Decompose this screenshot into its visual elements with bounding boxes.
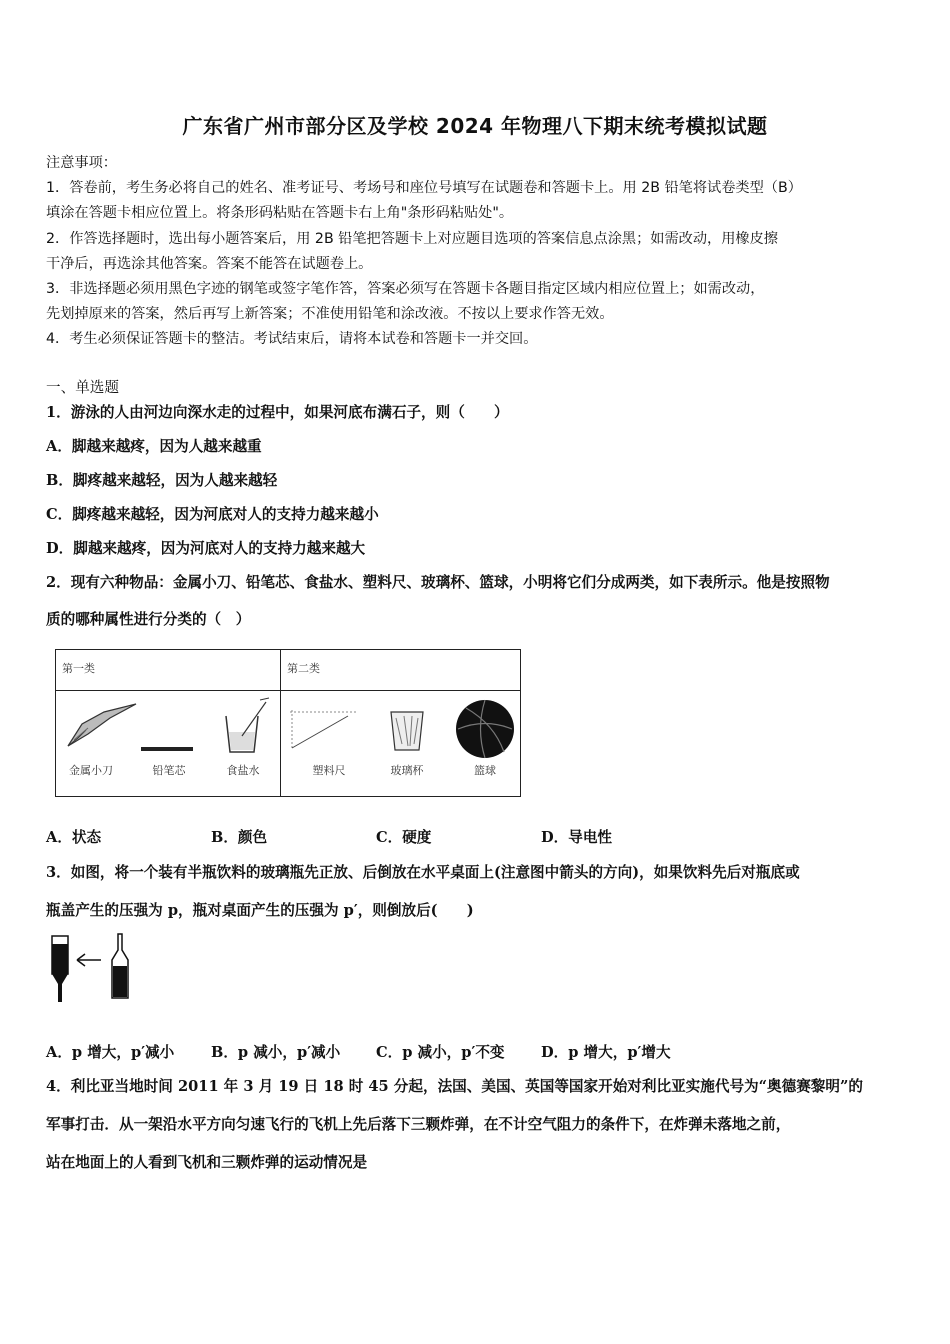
pencil-lead-icon — [140, 745, 196, 753]
group1-header: 第一类 — [62, 662, 95, 675]
q3-stem-line2: 瓶盖产生的压强为 p，瓶对桌面产生的压强为 p′，则倒放后( ) — [46, 902, 474, 919]
item-label: 篮球 — [474, 764, 496, 777]
notice-line: 2．作答选择题时，选出每小题答案后，用 2B 铅笔把答题卡上对应题目选项的答案信息点涂黑；如需改动，用橡皮擦 — [46, 231, 778, 247]
classification-table — [55, 649, 521, 797]
basketball-icon — [454, 698, 516, 760]
bottles-figure — [47, 932, 137, 1004]
q2-option-c: C．硬度 — [376, 829, 432, 846]
table-divider — [280, 650, 281, 796]
q3-stem-line1: 3．如图，将一个装有半瓶饮料的玻璃瓶先正放、后倒放在水平桌面上(注意图中箭头的方向)，如果饮料先后对瓶底或 — [46, 864, 800, 881]
item-label: 金属小刀 — [69, 764, 113, 777]
page-title: 广东省广州市部分区及学校 2024 年物理八下期末统考模拟试题 — [182, 114, 768, 138]
notice-line: 干净后，再选涂其他答案。答案不能答在试题卷上。 — [46, 256, 373, 272]
q1-option-d: D．脚越来越疼，因为河底对人的支持力越来越大 — [46, 540, 366, 557]
item-label: 食盐水 — [226, 764, 260, 777]
q2-stem-line1: 2．现有六种物品：金属小刀、铅笔芯、食盐水、塑料尺、玻璃杯、篮球，小明将它们分成两类，如下表所示。他是按照物 — [46, 574, 830, 591]
q2-stem-line2: 质的哪种属性进行分类的（ ） — [46, 611, 251, 628]
q4-line: 军事打击．从一架沿水平方向匀速飞行的飞机上先后落下三颗炸弹，在不计空气阻力的条件下，在炸弹未落地之前， — [46, 1116, 791, 1133]
item-label: 铅笔芯 — [152, 764, 186, 777]
notice-heading: 注意事项： — [46, 155, 117, 171]
q2-options — [46, 826, 906, 847]
q2-option-a: A．状态 — [46, 829, 102, 846]
notice-line: 填涂在答题卡相应位置上。将条形码粘贴在答题卡右上角"条形码粘贴处"。 — [46, 205, 514, 221]
notice-line: 先划掉原来的答案，然后再写上新答案；不准使用铅笔和涂改液。不按以上要求作答无效。 — [46, 306, 614, 322]
knife-icon — [64, 700, 140, 752]
section-heading: 一、单选题 — [46, 379, 119, 396]
q1-stem: 1．游泳的人由河边向深水走的过程中，如果河底布满石子，则（ ） — [46, 404, 509, 421]
glass-cup-icon — [388, 708, 426, 754]
q4-line: 站在地面上的人看到飞机和三颗炸弹的运动情况是 — [46, 1154, 368, 1171]
q3-option-c: C．p 减小，p′不变 — [376, 1044, 505, 1061]
notice-line: 4．考生必须保证答题卡的整洁。考试结束后，请将本试卷和答题卡一并交回。 — [46, 331, 538, 347]
q4-line: 4．利比亚当地时间 2011 年 3 月 19 日 18 时 45 分起，法国、美国、英国等国家开始对利比亚实施代号为“奥德赛黎明”的 — [46, 1078, 863, 1095]
item-label: 塑料尺 — [312, 764, 346, 777]
plastic-ruler-icon — [288, 708, 360, 752]
q1-option-c: C．脚疼越来越轻，因为河底对人的支持力越来越小 — [46, 506, 379, 523]
q2-option-d: D．导电性 — [541, 829, 613, 846]
q3-option-b: B．p 减小，p′减小 — [211, 1044, 341, 1061]
q1-option-b: B．脚疼越来越轻，因为人越来越轻 — [46, 472, 278, 489]
item-label: 玻璃杯 — [390, 764, 424, 777]
q3-option-d: D．p 增大，p′增大 — [541, 1044, 671, 1061]
group2-header: 第二类 — [287, 662, 320, 675]
q3-options — [46, 1041, 906, 1062]
salt-water-icon — [220, 696, 270, 756]
q2-option-b: B．颜色 — [211, 829, 268, 846]
notice-line: 3．非选择题必须用黑色字迹的钢笔或签字笔作答，答案必须写在答题卡各题目指定区域内相应位置上；如需改动， — [46, 281, 765, 297]
notice-line: 1．答卷前，考生务必将自己的姓名、准考证号、考场号和座位号填写在试题卷和答题卡上。用 2B 铅笔将试卷类型（B） — [46, 180, 802, 196]
q3-option-a: A．p 增大，p′减小 — [46, 1044, 175, 1061]
q1-option-a: A．脚越来越疼，因为人越来越重 — [46, 438, 262, 455]
